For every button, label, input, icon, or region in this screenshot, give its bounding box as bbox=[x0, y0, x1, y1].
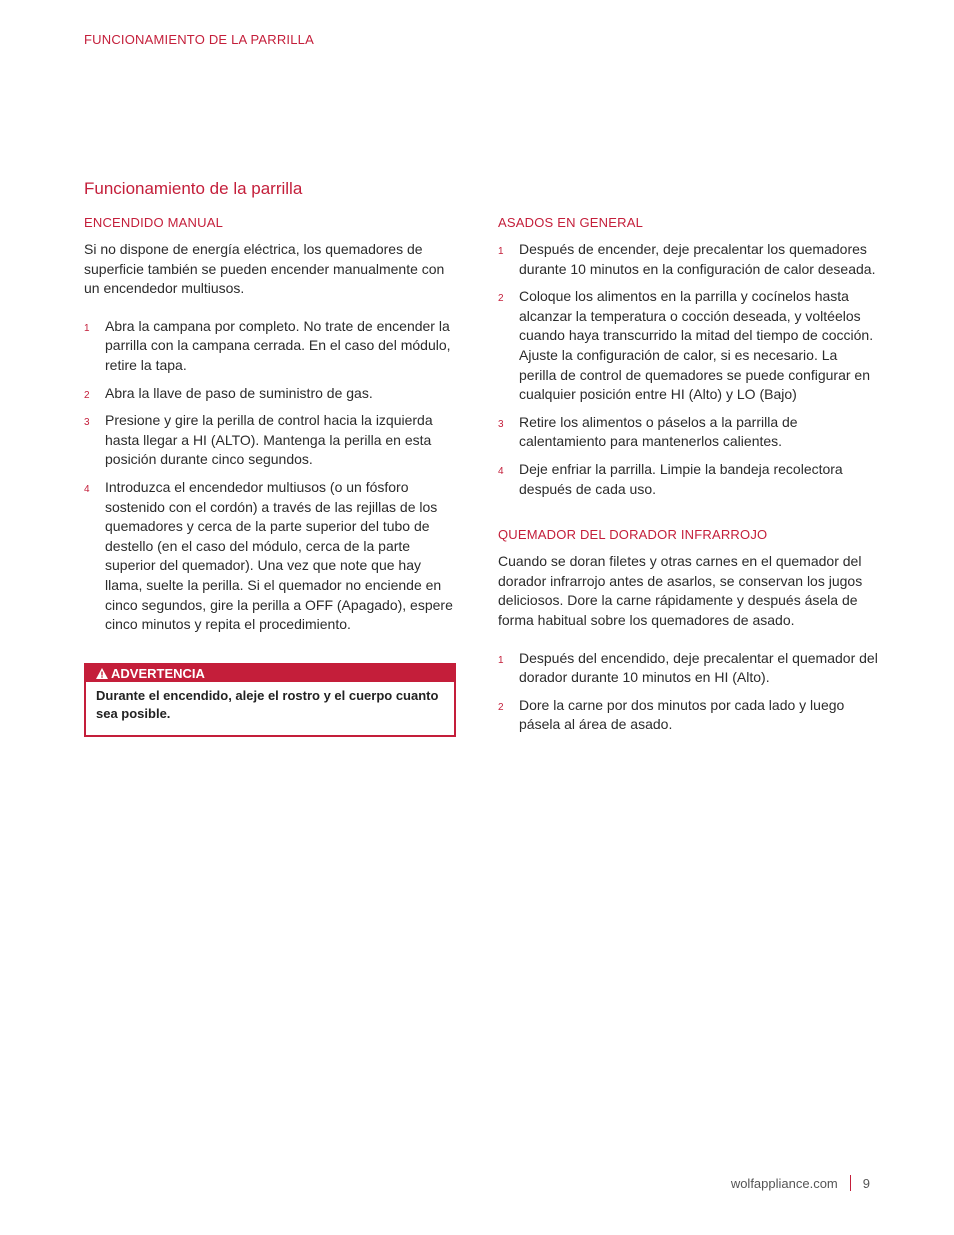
step-number: 3 bbox=[498, 418, 504, 430]
step-text: Abra la campana por completo. No trate de encender la parrilla con la campana cerrada. En el caso del módulo, retire la tapa. bbox=[105, 317, 451, 373]
step-text: Después de encender, deje precalentar los quemadores durante 10 minutos en la configuración de calor deseada. bbox=[519, 241, 876, 277]
list-item bbox=[498, 696, 878, 735]
list-item bbox=[498, 240, 878, 279]
step-text: Presione y gire la perilla de control hacia la izquierda hasta llegar a HI (ALTO). Mantenga la perilla en esta posición durante cinco segundos. bbox=[105, 412, 433, 468]
step-number: 3 bbox=[84, 417, 90, 429]
intro-paragraph: Si no dispone de energía eléctrica, los quemadores de superficie también se pueden encender manualmente con un encendedor multiusos. bbox=[84, 241, 445, 297]
step-number: 2 bbox=[498, 701, 504, 713]
footer-divider bbox=[850, 1175, 851, 1191]
page-title: Funcionamiento de la parrilla bbox=[84, 179, 303, 198]
list-item bbox=[498, 460, 878, 499]
step-text: Abra la llave de paso de suministro de gas. bbox=[105, 384, 373, 401]
step-number: 4 bbox=[84, 483, 90, 495]
section-title-infrared-searing: QUEMADOR DEL DORADOR INFRARROJO bbox=[498, 527, 768, 543]
list-item bbox=[84, 478, 458, 635]
warning-text: Durante el encendido, aleje el rostro y el cuerpo cuanto sea posible. bbox=[96, 687, 439, 721]
general-grilling-steps bbox=[498, 240, 878, 499]
warning-box bbox=[84, 663, 456, 737]
step-number: 2 bbox=[84, 389, 90, 401]
step-number: 4 bbox=[498, 465, 504, 477]
warning-label: ADVERTENCIA bbox=[111, 665, 205, 681]
list-item bbox=[84, 384, 458, 404]
step-text: Retire los alimentos o páselos a la parrilla de calentamiento para mantenerlos calientes. bbox=[519, 413, 798, 450]
step-number: 2 bbox=[498, 293, 504, 305]
running-head: FUNCIONAMIENTO DE LA PARRILLA bbox=[84, 32, 314, 47]
step-text: Coloque los alimentos en la parrilla y cocínelos hasta alcanzar la temperatura o cocción deseada, y voltéelos cuando haya transcurrido la mitad del tiempo de cocción. Ajuste la configuración de calor, si es necesario. La perilla de control de quemadores se puede configurar en cualquier posición entre HI (Alto) y LO (Bajo) bbox=[519, 288, 874, 403]
list-item bbox=[498, 287, 878, 405]
page-number: 9 bbox=[862, 1175, 870, 1191]
footer-website: wolfappliance.com bbox=[730, 1175, 838, 1191]
list-item bbox=[84, 317, 458, 376]
step-text: Dore la carne por dos minutos por cada lado y luego pásela al área de asado. bbox=[519, 696, 845, 733]
left-column bbox=[84, 215, 458, 737]
section-title-manual-ignition: ENCENDIDO MANUAL bbox=[84, 215, 223, 230]
warning-triangle-icon bbox=[96, 668, 108, 679]
list-item bbox=[498, 413, 878, 452]
step-text: Deje enfriar la parrilla. Limpie la bandeja recolectora después de cada uso. bbox=[519, 460, 843, 497]
step-text: Introduzca el encendedor multiusos (o un fósforo sostenido con el cordón) a través de las rejillas de los quemadores y cerca de la parte superior del tubo de destello (en el caso del módulo, cerca de la parte superior del quemador). Una vez que note que hay llama, suelte la perilla. Si el quemador no enciende en cinco segundos, gire la perilla a OFF (Apagado), espere cinco minutos y repita el procedimiento. bbox=[105, 478, 453, 633]
right-column bbox=[498, 215, 878, 743]
manual-ignition-steps bbox=[84, 317, 458, 635]
infrared-intro-paragraph: Cuando se doran filetes y otras carnes en el quemador del dorador infrarrojo antes de asarlos, se conservan los jugos deliciosos. Dore la carne rápidamente y después ásela de forma habitual sobre los quemadores de asado. bbox=[498, 553, 863, 628]
step-number: 1 bbox=[498, 246, 504, 257]
list-item bbox=[498, 649, 878, 688]
warning-header bbox=[86, 665, 454, 682]
step-number: 1 bbox=[84, 322, 90, 334]
step-number: 1 bbox=[498, 654, 504, 666]
section-title-general-grilling: ASADOS EN GENERAL bbox=[498, 215, 643, 230]
infrared-searing-steps bbox=[498, 649, 878, 735]
list-item bbox=[84, 411, 458, 470]
page-footer bbox=[731, 1175, 870, 1191]
step-text: Después del encendido, deje precalentar el quemador del dorador durante 10 minutos en HI (Alto). bbox=[519, 649, 878, 686]
